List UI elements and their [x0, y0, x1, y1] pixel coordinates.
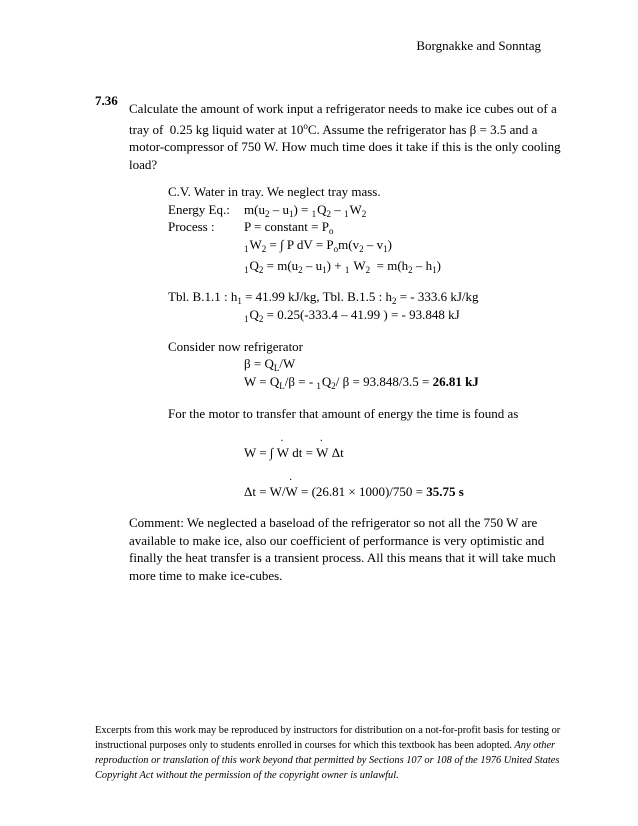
table-lookup-line: Tbl. B.1.1 : $h_1 = 41.99$ kJ/kg, Tbl. B.1.5 : $h_2$ = - 333.6 kJ/kg	[168, 289, 479, 306]
comment-paragraph: Comment: We neglected a baseload of the refrigerator so not all the 750 W are available to make ice, also our coefficient of performance is very optimistic and finally the heat transfer is a transient process. All this means that it will take much more time to make ice-cubes.	[129, 515, 556, 583]
cop-definition: $\beta = Q_L/W$	[244, 356, 296, 373]
process-label: Process :	[168, 219, 215, 234]
time-result: Δt = W/˙ W = (26.81 × 1000)/750 = 35.75 s	[244, 485, 464, 498]
work-integral-equation: $_1W_2$ = ∫ P dV = $P_om(v_2 - v_1)$	[244, 237, 392, 254]
process-equation: P = constant = $P_o$	[244, 219, 334, 236]
problem-statement: Calculate the amount of work input a refrigerator needs to make ice cubes out of a tray of 0.25 kg liquid water at 10$^o$C. Assume the refrigerator has β = 3.5 and a motor-compressor of 750 W. How much time does it take if this is the only cooling load?	[129, 101, 561, 172]
energy-equation: $m(u_2 - u_1) = _1Q_2 - _1W_2$	[244, 202, 367, 219]
work-result: $W = Q_L/\beta$ = - $_1Q_2/$ β = 93.848/3.5 = 26.81 kJ	[244, 374, 479, 391]
control-volume-line: C.V. Water in tray. We neglect tray mass.	[168, 184, 381, 199]
copyright-footer: Excerpts from this work may be reproduced by instructors for distribution on a not-for-profit basis for testing or instructional purposes only to students enrolled in courses for which this textbook has been adopted. Any other reproduction or translation of this work beyond that permitted by Sections 107 or 108 of the 1976 United States Copyright Act without the permission of the copyright owner is unlawful.	[95, 725, 561, 781]
refrigerator-heading: Consider now refrigerator	[168, 339, 304, 354]
energy-label: Energy Eq.:	[168, 202, 230, 217]
work-time-integral: W = ∫ ˙ W dt = ˙ W Δt	[244, 446, 344, 459]
motor-text: For the motor to transfer that amount of energy the time is found as	[168, 406, 519, 421]
running-header: Borgnakke and Sonntag	[416, 38, 541, 53]
problem-number: 7.36	[95, 93, 118, 108]
heat-transfer-equation: $_1Q_2 = m(u_2 - u_1) + _1$ $W_2 = m(h_2 - h_1)$	[244, 258, 442, 275]
heat-transfer-result: $_1Q_2 = 0.25(-333.4 - 41.99$ ) = - 93.848 kJ	[244, 307, 460, 324]
